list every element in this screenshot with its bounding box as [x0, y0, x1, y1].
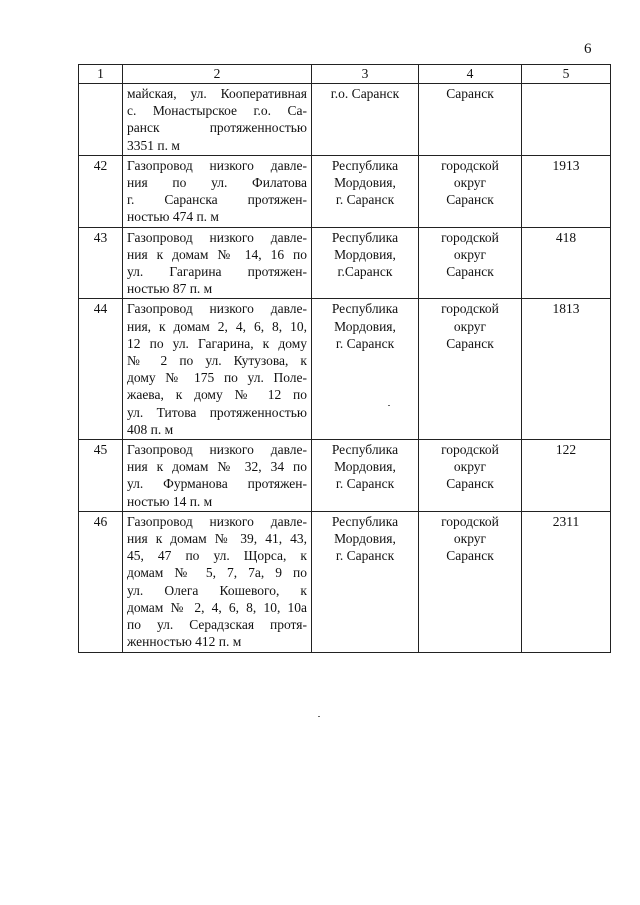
district-cell: [419, 511, 522, 652]
page-number: 6: [584, 41, 592, 57]
cell-text-line: ния к домам № 39, 41, 43,: [127, 531, 307, 547]
cell-text-line: дому № 175 по ул. Поле-: [127, 370, 307, 386]
table-row: [79, 511, 611, 652]
cell-text-line: ранск протяженностью: [127, 120, 307, 136]
region-cell: [312, 155, 419, 227]
object-name-cell: [123, 84, 312, 156]
cell-text-line: Мордовия,: [334, 246, 396, 262]
cell-text-line: Саранск: [446, 548, 494, 564]
cell-text-line: ния по ул. Филатова: [127, 175, 307, 191]
cell-text-line: Республика: [331, 442, 399, 458]
region-cell: [312, 511, 419, 652]
cell-text-line: городской: [441, 301, 499, 317]
cell-text-line: округ: [453, 246, 487, 262]
row-number: 42: [79, 155, 123, 227]
column-header: 4: [419, 65, 522, 84]
district-cell: [419, 155, 522, 227]
region-cell: [312, 227, 419, 299]
table-header-row: [79, 65, 611, 84]
value-cell: 2311: [522, 511, 611, 652]
cell-text-line: округ: [453, 318, 487, 334]
value-cell: 1813: [522, 299, 611, 440]
table-row: [79, 227, 611, 299]
cell-text-line: Республика: [331, 229, 399, 245]
cell-text-line: Газопровод низкого давле-: [127, 157, 307, 173]
cell-text-line: округ: [453, 531, 487, 547]
registry-table: [78, 64, 611, 653]
cell-text-line: Саранск: [446, 335, 494, 351]
cell-text-line: ул. Олега Кошевого, к: [127, 582, 307, 598]
cell-text-line: домам № 2, 4, 6, 8, 10, 10а: [127, 599, 307, 615]
cell-text-line: г. Саранск: [335, 476, 395, 492]
cell-text-line: округ: [453, 175, 487, 191]
cell-text-line: Республика: [331, 157, 399, 173]
cell-text-line: Саранск: [446, 192, 494, 208]
cell-text-line: Саранск: [446, 264, 494, 280]
cell-text-line: Мордовия,: [334, 175, 396, 191]
cell-text-line: г. Саранска протяжен-: [127, 192, 307, 208]
cell-text-line: ностью 474 п. м: [127, 209, 219, 225]
region-cell: [312, 299, 419, 440]
cell-text-line: городской: [441, 513, 499, 529]
cell-text-line: 408 п. м: [127, 421, 174, 437]
value-cell: 122: [522, 440, 611, 512]
cell-text-line: Мордовия,: [334, 318, 396, 334]
cell-text-line: по ул. Серадзская протя-: [127, 617, 307, 633]
cell-text-line: Саранск: [446, 86, 494, 101]
column-header: 2: [123, 65, 312, 84]
district-cell: [419, 84, 522, 156]
object-name-cell: [123, 227, 312, 299]
cell-text-line: округ: [453, 459, 487, 475]
cell-text-line: № 2 по ул. Кутузова, к: [127, 353, 307, 369]
table-row: [79, 299, 611, 440]
table-body: [79, 84, 611, 653]
object-name-cell: [123, 299, 312, 440]
row-number: [79, 84, 123, 156]
cell-text-line: женностью 412 п. м: [127, 634, 242, 650]
object-name-cell: [123, 511, 312, 652]
cell-text-line: ния к домам № 14, 16 по: [127, 246, 307, 262]
cell-text-line: г. Саранск: [335, 548, 395, 564]
cell-text-line: Республика: [331, 513, 399, 529]
cell-text-line: Республика: [331, 301, 399, 317]
row-number: 43: [79, 227, 123, 299]
district-cell: [419, 299, 522, 440]
cell-text-line: ул. Гагарина протяжен-: [127, 264, 307, 280]
value-cell: [522, 84, 611, 156]
cell-text-line: с. Монастырское г.о. Са-: [127, 103, 307, 119]
cell-text-line: г.о. Саранск: [330, 86, 400, 101]
cell-text-line: Газопровод низкого давле-: [127, 442, 307, 458]
row-number: 46: [79, 511, 123, 652]
cell-text-line: Мордовия,: [334, 459, 396, 475]
cell-text-line: г.Саранск: [337, 264, 393, 280]
cell-text-line: ния к домам № 32, 34 по: [127, 459, 307, 475]
table-row-continuation: [79, 84, 611, 156]
cell-text-line: городской: [441, 229, 499, 245]
cell-text-line: городской: [441, 157, 499, 173]
cell-text-line: Газопровод низкого давле-: [127, 301, 307, 317]
row-number: 45: [79, 440, 123, 512]
region-cell: [312, 440, 419, 512]
row-number: 44: [79, 299, 123, 440]
cell-text-line: Газопровод низкого давле-: [127, 513, 307, 529]
object-name-cell: [123, 155, 312, 227]
cell-text-line: 3351 п. м: [127, 137, 180, 153]
column-header: 1: [79, 65, 123, 84]
cell-text-line: жаева, к дому № 12 по: [127, 387, 307, 403]
region-cell: [312, 84, 419, 156]
cell-text-line: 45, 47 по ул. Щорса, к: [127, 548, 307, 564]
district-cell: [419, 227, 522, 299]
cell-text-line: ул. Фурманова протяжен-: [127, 476, 307, 492]
scan-speck: [318, 716, 320, 717]
cell-text-line: 12 по ул. Гагарина, к дому: [127, 335, 307, 351]
value-cell: 418: [522, 227, 611, 299]
district-cell: [419, 440, 522, 512]
cell-text-line: Газопровод низкого давле-: [127, 229, 307, 245]
cell-text-line: ностью 87 п. м: [127, 281, 213, 297]
table-row: [79, 155, 611, 227]
cell-text-line: домам № 5, 7, 7а, 9 по: [127, 565, 307, 581]
cell-text-line: ул. Титова протяженностью: [127, 404, 307, 420]
cell-text-line: Мордовия,: [334, 531, 396, 547]
table-row: [79, 440, 611, 512]
cell-text-line: ностью 14 п. м: [127, 493, 213, 509]
cell-text-line: г. Саранск: [335, 192, 395, 208]
value-cell: 1913: [522, 155, 611, 227]
cell-text-line: городской: [441, 442, 499, 458]
column-header: 3: [312, 65, 419, 84]
cell-text-line: Саранск: [446, 476, 494, 492]
cell-text-line: майская, ул. Кооперативная: [127, 86, 307, 101]
column-header: 5: [522, 65, 611, 84]
cell-text-line: ния, к домам 2, 4, 6, 8, 10,: [127, 318, 307, 334]
scan-speck: [388, 405, 390, 406]
cell-text-line: г. Саранск: [335, 335, 395, 351]
object-name-cell: [123, 440, 312, 512]
